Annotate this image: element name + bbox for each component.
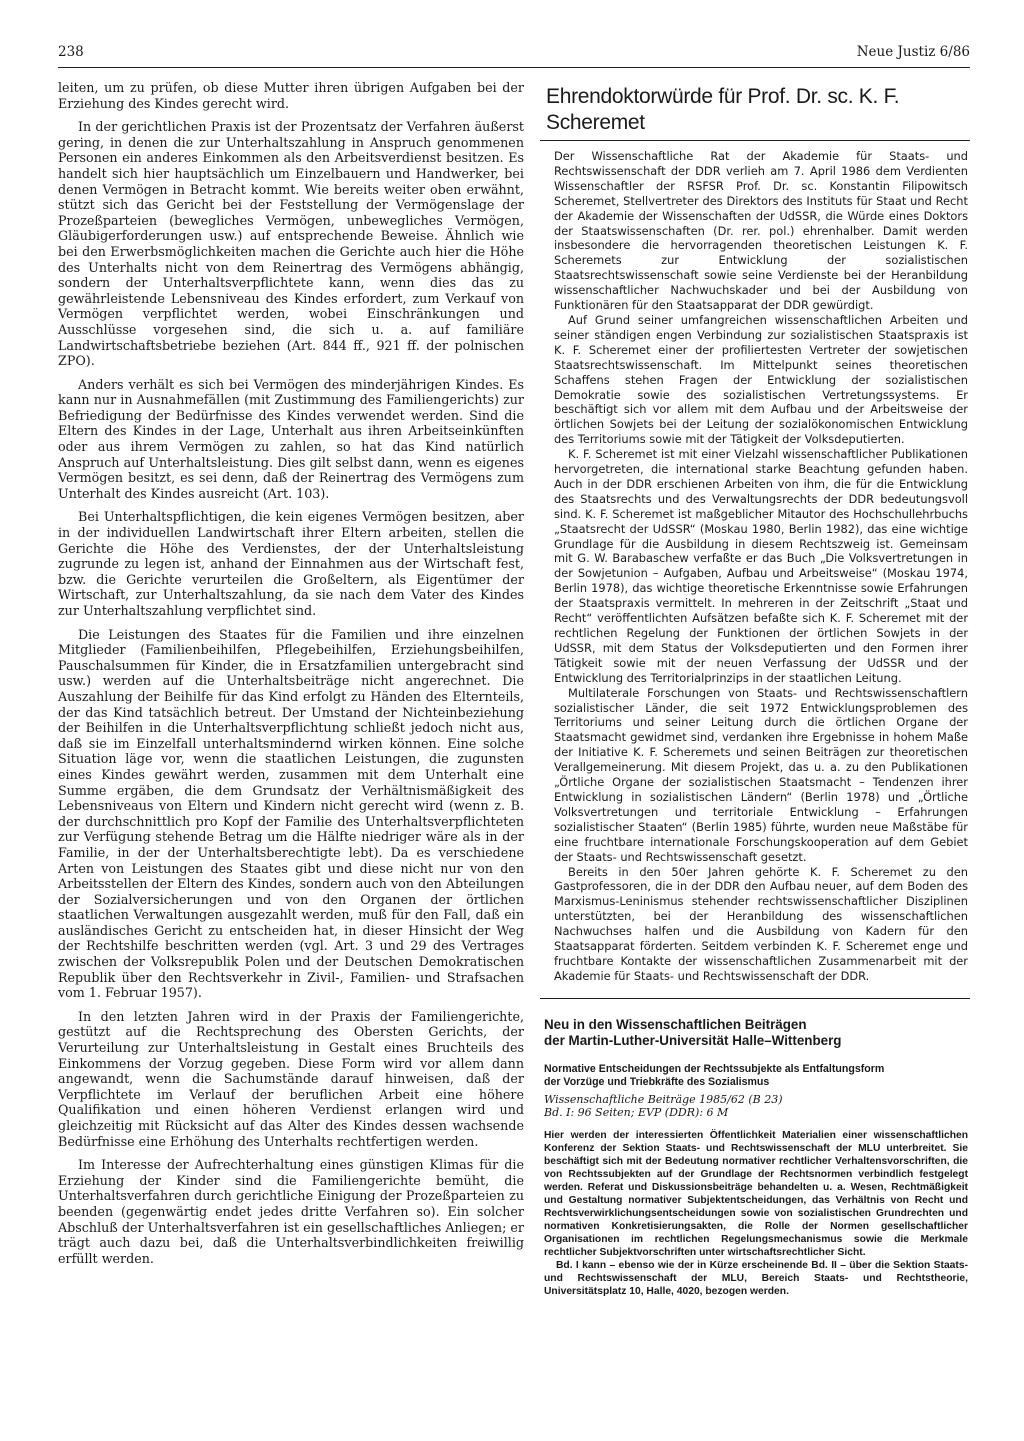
article-paragraph-2: Auf Grund seiner umfangreichen wissenschaftlichen Arbeiten und seiner ständigen engen Verbindung zur sozialistischen Staatspraxis ist K. F. Scheremet einer der profiliertesten Vertreter der sowjetischen Staatsrechtswissenschaft. Im Mittelpunkt seines theoretischen Schaffens stehen Fragen der Entwicklung der sozialistischen Demokratie sowie des sozialistischen Vertretungssystems. Er beschäftigt sich vor allem mit dem Aufbau und der Arbeitsweise der örtlichen Sowjets bei der Leitung der sozialökonomischen Entwicklung des Territoriums sowie mit der Tätigkeit der Volksdeputierten. xyxy=(554,312,968,447)
left-paragraph-5: Die Leistungen des Staates für die Familien und ihre einzelnen Mitglieder (Familienbeihilfen, Pflegebeihilfen, Erziehungsbeihilfen, Pauschalsummen für Kinder, die in Ersatzfamilien untergebracht sind usw.) werden auf die Unterhaltsbeiträge nicht angerechnet. Die Auszahlung der Beihilfe für das Kind erfolgt zu Händen des Elternteils, der das Kind tatsächlich betreut. Der Umstand der Nichteinbeziehung der Beihilfen in die Unterhaltsverpflichtung schließt jedoch nicht aus, daß sie im Einzelfall unterhaltsmindernd wirken können. Eine solche Situation läge vor, wenn die staatlichen Leistungen, die zugunsten eines Kindes gewährt werden, zusammen mit dem Unterhalt eine Summe ergäben, die dem Grundsatz der Verhältnismäßigkeit des Lebensniveaus von Eltern und Kindern nicht gerecht wird (wenn z. B. der durchschnittlich pro Kopf der Familie des Unterhaltsverpflichteten zur Verfügung stehende Betrag um die Hälfte niedriger wäre als in der Familie, in der der Unterhaltsberechtigte lebt). Da es verschiedene Arten von Leistungen des Staates gibt und diese nicht nur von den Arbeitsstellen der Eltern des Kindes, sondern auch von den Abteilungen der Sozialversicherungen und von den Organen der örtlichen staatlichen Verwaltungen ausgezahlt werden, muß für den Fall, daß ein ausländisches Gericht zu entscheiden hat, in dieser Hinsicht der Weg der Rechtshilfe beschritten werden (vgl. Art. 3 und 29 des Vertrages zwischen der Volksrepublik Polen und der Deutschen Demokratischen Republik über den Rechtsverkehr in Zivil-, Familien- und Strafsachen vom 1. Februar 1957). xyxy=(58,626,524,1001)
left-paragraph-1: leiten, um zu prüfen, ob diese Mutter ihren übrigen Aufgaben bei der Erziehung des Kindes gerecht wird. xyxy=(58,80,524,111)
news-heading-line-1: Neu in den Wissenschaftlichen Beiträgen xyxy=(544,1016,807,1032)
honorary-doctorate-title: Ehrendoktorwürde für Prof. Dr. sc. K. F. Scheremet xyxy=(540,80,970,141)
left-paragraph-6: In den letzten Jahren wird in der Praxis der Familiengerichte, gestützt auf die Rechtsprechung des Obersten Gerichts, der Verurteilung zur Unterhaltsleistung in Gestalt eines Bruchteils des Einkommens der Vorzug gegeben. Diese Form wird vor allem dann angewandt, wenn die Sachumstände darauf hinweisen, daß der Verpflichtete im Verlauf der beruflichen Arbeit eine höhere Qualifikation und einen höheren Verdienst erlangen wird und gleichzeitig mit Rücksicht auf das Alter des Kindes dessen wachsende Bedürfnisse eine Erhöhung des Unterhalts rechtfertigen werden. xyxy=(58,1008,524,1149)
article-paragraph-1: Der Wissenschaftliche Rat der Akademie für Staats- und Rechtswissenschaft der DDR verlieh am 7. April 1986 dem Verdienten Wissenschaftler der RSFSR Prof. Dr. sc. Konstantin Filipowitsch Scheremet, Stellvertreter des Direktors des Instituts für Staat und Recht der Akademie der Wissenschaften der UdSSR, die Würde eines Doktors der Staatswissenschaften (Dr. rer. pol.) ehrenhalber. Damit werden insbesondere die hervorragenden theoretischen Leistungen K. F. Scheremets zur Entwicklung der sozialistischen Staatsrechtswissenschaft sowie seine Verdienste bei der Heranbildung wissenschaftlicher Nachwuchskader und bei der Ausbildung von Funktionären für den Staatsapparat der DDR gewürdigt. xyxy=(554,149,968,313)
article-paragraph-3: K. F. Scheremet ist mit einer Vielzahl wissenschaftlicher Publikationen hervorgetreten, die international starke Beachtung gefunden haben. Auch in der DDR erschienen Arbeiten von ihm, die für die Entwicklung des Staatsrechts und des Verwaltungsrechts der DDR bedeutungsvoll sind. K. F. Scheremet ist maßgeblicher Mitautor des Hochschullehrbuchs „Staatsrecht der UdSSR“ (Moskau 1980, Berlin 1982), das eine wichtige Grundlage für die Ausbildung in diesem Rechtszweig ist. Gemeinsam mit G. W. Barabaschew verfaßte er das Buch „Die Volksvertretungen in der Sowjetunion – Aufgaben, Aufbau und Arbeitsweise“ (Moskau 1974, Berlin 1978), das wichtige theoretische Erkenntnisse sowie Erfahrungen der Staatspraxis vermittelt. In mehreren in der Zeitschrift „Staat und Recht“ veröffentlichten Aufsätzen befaßte sich K. F. Scheremet mit der rechtlichen Regelung der Funktionen der örtlichen Sowjets in der UdSSR, mit dem Status der Volksdeputierten und den Formen ihrer Tätigkeit sowie mit der neuen Verfassung der UdSSR und der Entwicklung des Territorialprinzips in der staatlichen Leitung. xyxy=(554,447,968,685)
publication-details xyxy=(544,1093,970,1119)
header-rule xyxy=(58,67,970,68)
news-body xyxy=(544,1129,968,1298)
left-paragraph-2: In der gerichtlichen Praxis ist der Prozentsatz der Verfahren äußerst gering, in denen die zur Unterhaltszahlung in Anspruch genommenen Personen ein anderes Einkommen als den Arbeitsverdienst besitzen. Es handelt sich hier hauptsächlich um Einzelbauern und Handwerker, bei denen Vermögen in Betracht kommt. Wie bereits weiter oben erwähnt, stützt sich das Gericht bei der Feststellung der Vermögenslage der Prozeßparteien (bewegliches Vermögen, unbewegliches Vermögen, Gläubigerforderungen usw.) auf entsprechende Beweise. Ähnlich wie bei den Erwerbsmöglichkeiten machen die Gerichte auch hier die Höhe des Unterhalts nicht von dem Reinertrag des Vermögens abhängig, sondern der Unterhaltsverpflichtete kann, wenn dies das zu gewährleistende Lebensniveau des Kindes erfordert, zum Verkauf von Vermögen verpflichtet werden, wobei Einschränkungen und Ausschlüsse vorgesehen sind, die sich u. a. auf familiäre Landwirtschaftsbetriebe beziehen (Art. 844 ff., 921 ff. der polnischen ZPO). xyxy=(58,119,524,369)
publication-price: Bd. I: 96 Seiten; EVP (DDR): 6 M xyxy=(544,1105,729,1119)
page-number: 238 xyxy=(58,44,84,60)
left-paragraph-3: Anders verhält es sich bei Vermögen des minderjährigen Kindes. Es kann nur in Ausnahmefällen (mit Zustimmung des Familiengerichts) zur Befriedigung der Bedürfnisse des Kindes verwendet werden. Sind die Eltern des Kindes in der Lage, Unterhalt aus ihren Arbeitseinkünften oder aus ihrem Vermögen zu zahlen, so hat das Kind natürlich Anspruch auf Unterhaltsleistung. Dies gilt selbst dann, wenn es eigenes Vermögen besitzt, es sei denn, daß der Reinertrag des Vermögens zum Unterhalt des Kindes ausreicht (Art. 103). xyxy=(58,376,524,501)
news-subtitle xyxy=(544,1063,970,1089)
left-column xyxy=(58,80,524,1274)
news-heading xyxy=(544,1017,970,1049)
publication-series: Wissenschaftliche Beiträge 1985/62 (B 23) xyxy=(544,1092,783,1106)
news-subtitle-line-2: der Vorzüge und Triebkräfte des Sozialismus xyxy=(544,1075,770,1088)
news-subtitle-line-1: Normative Entscheidungen der Rechtssubjekte als Entfaltungsform xyxy=(544,1062,885,1075)
journal-issue: Neue Justiz 6/86 xyxy=(856,44,970,60)
article-paragraph-5: Bereits in den 50er Jahren gehörte K. F. Scheremet zu den Gastprofessoren, die in der DDR den Aufbau neuer, auf dem Boden des Marxismus-Leninismus stehender rechtswissenschaftlicher Disziplinen unterstützten, bei der Heranbildung des wissenschaftlichen Nachwuchses halfen und die Ausbildung von Kadern für den Staatsapparat förderten. Seitdem verbinden K. F. Scheremet enge und fruchtbare Kontakte der wissenschaftlichen Zusammenarbeit mit der Akademie für Staats- und Rechtswissenschaft der DDR. xyxy=(554,864,968,983)
news-paragraph-1: Hier werden der interessierten Öffentlichkeit Materialien einer wissenschaftlichen Konferenz der Sektion Staats- und Rechtswissenschaft der MLU unterbreitet. Sie beschäftigt sich mit der Bedeutung normativer rechtlicher Verhaltensvorschriften, die von Rechtssubjekten auf der Grundlage der Rechtsnormen verbindlich festgelegt werden. Referat und Diskussionsbeiträge behandelten u. a. Wesen, Rechtmäßigkeit und Gestaltung normativer Subjektentscheidungen, das Verhältnis von Recht und Rechtsverwirklichungsentscheidungen sowie von sozialistischen Grundrechten und normativen Konkretisierungsakten, die Rolle der Normen gesellschaftlicher Organisationen im rechtlichen Regelungsmechanismus sowie die Merkmale rechtlicher Subjektvorschriften unter wirtschaftsrechtlicher Sicht. xyxy=(544,1129,968,1258)
right-column xyxy=(540,80,970,1298)
honorary-doctorate-article xyxy=(540,149,970,984)
section-divider xyxy=(540,998,970,999)
news-paragraph-2: Bd. I kann – ebenso wie der in Kürze erscheinende Bd. II – über die Sektion Staats- und Rechtswissenschaft der MLU, Bereich Staats- und Rechtstheorie, Universitätsplatz 10, Halle, 4020, bezogen werden. xyxy=(544,1259,968,1297)
left-paragraph-4: Bei Unterhaltspflichtigen, die kein eigenes Vermögen besitzen, aber in der individuellen Landwirtschaft ihrer Eltern arbeiten, stellen die Gerichte die Höhe des Verdienstes, der der Unterhaltsleistung zugrunde zu legen ist, anhand der Einnahmen aus der Wirtschaft fest, bzw. die Gerichte verurteilen die Großeltern, als Eigentümer der Wirtschaft, zur Unterhaltszahlung, da sie nach dem Vater des Kindes zur Unterhaltszahlung verpflichtet sind. xyxy=(58,509,524,618)
left-paragraph-7: Im Interesse der Aufrechterhaltung eines günstigen Klimas für die Erziehung der Kinder sind die Familiengerichte bemüht, die Unterhaltsverfahren durch gerichtliche Einigung der Prozeßparteien zu beenden (gegenwärtig endet jedes dritte Verfahren so). Ein solcher Abschluß der Unterhaltsverfahren ist ein gesellschaftliches Anliegen; er trägt auch dazu bei, daß die Unterhaltsverbindlichkeiten freiwillig erfüllt werden. xyxy=(58,1157,524,1266)
news-heading-line-2: der Martin-Luther-Universität Halle–Wittenberg xyxy=(544,1032,842,1048)
article-paragraph-4: Multilaterale Forschungen von Staats- und Rechtswissenschaftlern sozialistischer Länder, die seit 1972 Entwicklungsproblemen des Territoriums und seiner Leitung durch die örtlichen Organe der Staatsmacht gewidmet sind, verdanken ihre Ergebnisse in hohem Maße der Initiative K. F. Scheremets und seinen Beiträgen zur theoretischen Verallgemeinerung. Mit diesem Projekt, das u. a. zu den Publikationen „Örtliche Organe der sozialistischen Staatsmacht – Tendenzen ihrer Entwicklung in sozialistischen Ländern“ (Berlin 1978) und „Örtliche Volksvertretungen und territoriale Entwicklung – Erfahrungen sozialistischer Staaten“ (Berlin 1985) führte, wurden neue Maßstäbe für eine fruchtbare internationale Forschungskooperation auf dem Gebiet der Staats- und Rechtswissenschaft gesetzt. xyxy=(554,685,968,864)
